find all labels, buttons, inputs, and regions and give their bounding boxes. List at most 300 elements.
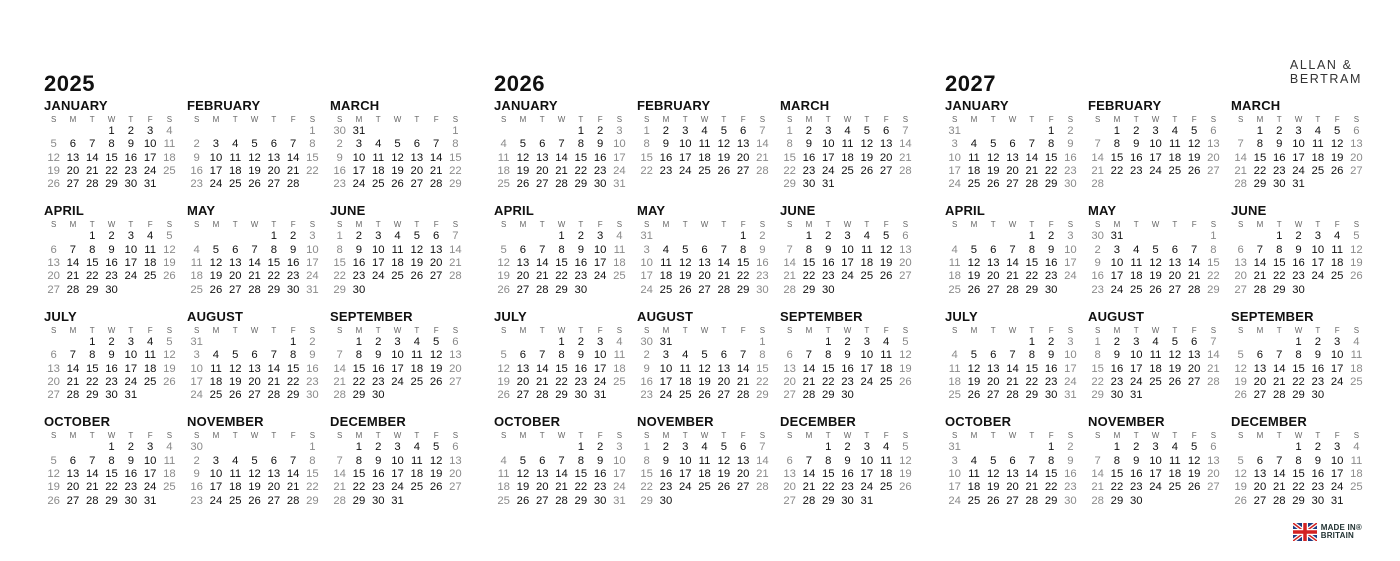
day-cell: 18	[371, 164, 385, 177]
day-cell: 21	[1091, 481, 1104, 494]
day-cell: 24	[841, 270, 854, 283]
day-cell: 24	[391, 375, 404, 388]
day-cell: 4	[500, 138, 507, 151]
week-row	[1088, 244, 1231, 257]
month-name: SEPTEMBER	[780, 308, 863, 324]
day-cell: 27	[736, 481, 750, 494]
day-cell	[388, 284, 407, 297]
day-cell: 21	[1006, 270, 1019, 283]
day-cell: 30	[640, 335, 653, 348]
weekday-label: F	[1334, 220, 1340, 230]
day-cell: 21	[85, 481, 99, 494]
day-cell: 8	[1210, 243, 1217, 256]
day-cell: 18	[1149, 362, 1162, 375]
weekday-header	[945, 430, 1088, 441]
day-cell	[245, 441, 264, 454]
week-row	[330, 165, 473, 178]
weekday-label: T	[825, 115, 831, 124]
day-cell	[1003, 441, 1022, 454]
week-row	[1231, 230, 1374, 243]
day-cell: 9	[643, 362, 650, 375]
day-cell: 16	[640, 375, 653, 388]
week-row	[1231, 138, 1374, 151]
day-cell: 23	[802, 164, 816, 177]
day-cell: 13	[1006, 151, 1019, 164]
day-cell: 15	[306, 468, 319, 481]
day-cell: 16	[1129, 468, 1143, 481]
day-cell: 24	[352, 178, 366, 191]
day-cell: 4	[1171, 125, 1178, 137]
day-cell: 25	[613, 270, 626, 283]
weekday-label: S	[336, 115, 343, 124]
day-cell: 18	[1311, 151, 1325, 164]
month-august	[637, 309, 780, 402]
day-cell: 9	[193, 151, 200, 164]
day-cell: 21	[555, 164, 568, 177]
weekday-label: W	[557, 431, 566, 441]
weekday-header	[780, 114, 923, 125]
day-cell: 13	[516, 362, 530, 375]
day-cell: 16	[1110, 362, 1124, 375]
day-cell: 18	[391, 257, 404, 270]
day-cell: 7	[1009, 243, 1016, 256]
week-row	[330, 481, 473, 494]
day-cell: 29	[821, 494, 835, 507]
day-cell: 15	[555, 362, 568, 375]
day-cell: 5	[863, 125, 870, 137]
day-cell: 25	[678, 389, 692, 402]
day-cell: 23	[1129, 481, 1143, 494]
weekday-header	[1231, 325, 1374, 336]
weekday-label: F	[1048, 115, 1054, 124]
day-cell: 17	[613, 151, 626, 164]
day-cell: 7	[69, 243, 77, 256]
day-cell	[206, 125, 225, 138]
weekday-header	[945, 114, 1088, 125]
day-cell: 17	[391, 468, 404, 481]
weekday-label: W	[1151, 325, 1160, 335]
month-name: JULY	[945, 308, 978, 324]
day-cell: 3	[127, 230, 134, 243]
month-april	[44, 203, 187, 296]
day-cell: 31	[306, 283, 319, 296]
day-cell: 29	[1253, 178, 1267, 191]
day-cell: 24	[1064, 375, 1077, 388]
day-cell	[226, 125, 245, 138]
day-cell: 28	[1006, 283, 1019, 296]
day-cell: 23	[333, 178, 346, 191]
weekday-label: T	[721, 431, 727, 441]
day-cell	[1347, 495, 1366, 508]
day-cell: 14	[449, 243, 462, 256]
day-cell: 12	[163, 349, 176, 362]
day-cell: 6	[50, 349, 57, 362]
day-cell: 24	[1110, 283, 1124, 296]
day-cell: 8	[336, 243, 343, 256]
week-row	[637, 270, 780, 283]
day-cell: 30	[593, 178, 607, 191]
day-cell: 7	[289, 138, 297, 151]
weekday-label: M	[519, 115, 527, 124]
day-cell: 23	[1292, 270, 1305, 283]
day-cell: 5	[232, 349, 239, 362]
day-cell: 14	[899, 138, 912, 151]
day-cell: 30	[1272, 178, 1286, 191]
day-cell: 2	[355, 230, 363, 243]
week-row	[1231, 178, 1374, 191]
day-cell: 1	[577, 441, 584, 454]
day-cell: 18	[497, 481, 510, 494]
day-cell: 7	[251, 243, 258, 256]
day-cell: 8	[739, 243, 747, 256]
weekday-label: S	[759, 325, 766, 335]
day-cell: 11	[948, 362, 961, 375]
day-cell: 9	[596, 454, 604, 467]
weekday-label: S	[50, 325, 57, 335]
day-cell: 4	[232, 454, 239, 467]
day-cell: 14	[736, 362, 750, 375]
week-row	[187, 349, 330, 362]
day-cell: 12	[497, 257, 510, 270]
day-cell: 7	[720, 243, 727, 256]
day-cell: 24	[1330, 481, 1344, 494]
brand-line-2: BERTRAM	[1289, 72, 1362, 86]
day-cell: 14	[333, 362, 346, 375]
weekday-label: F	[597, 325, 603, 335]
day-cell: 15	[1044, 468, 1058, 481]
day-cell	[753, 495, 772, 508]
week-row	[494, 441, 637, 454]
day-cell: 8	[1113, 138, 1121, 151]
day-cell: 30	[371, 389, 385, 402]
week-row	[494, 270, 637, 283]
weekday-header	[637, 114, 780, 125]
week-row	[945, 349, 1088, 362]
week-row	[330, 389, 473, 402]
day-cell: 1	[577, 125, 584, 137]
day-cell: 24	[1330, 375, 1344, 388]
weekday-label: T	[539, 220, 545, 230]
day-cell: 7	[558, 138, 565, 151]
week-row	[494, 125, 637, 138]
day-cell: 21	[756, 151, 769, 164]
day-cell: 29	[267, 283, 281, 296]
day-cell: 2	[759, 230, 766, 243]
day-cell: 30	[593, 494, 607, 507]
day-cell: 2	[193, 138, 200, 151]
day-cell: 15	[783, 151, 796, 164]
day-cell	[695, 230, 714, 243]
weekday-label: M	[1113, 325, 1121, 335]
day-cell: 2	[1113, 335, 1121, 348]
day-cell: 23	[1044, 375, 1058, 388]
month-name: NOVEMBER	[187, 414, 264, 430]
day-cell: 5	[50, 454, 57, 467]
day-cell: 20	[1253, 481, 1267, 494]
day-cell: 26	[899, 481, 912, 494]
day-cell: 26	[678, 283, 692, 296]
weekday-label: S	[193, 115, 200, 124]
week-row	[187, 495, 330, 508]
day-cell: 27	[698, 283, 711, 296]
week-row	[1231, 376, 1374, 389]
day-cell: 9	[844, 454, 851, 467]
day-cell: 20	[1350, 151, 1363, 164]
weekday-label: S	[500, 115, 507, 124]
day-cell: 28	[717, 283, 731, 296]
day-cell: 8	[805, 243, 813, 256]
day-cell	[1165, 178, 1184, 191]
day-cell: 26	[1168, 375, 1182, 388]
day-cell: 1	[558, 230, 565, 243]
month-name: JUNE	[780, 203, 816, 219]
day-cell: 16	[593, 151, 607, 164]
day-cell	[1204, 178, 1223, 191]
day-cell: 31	[821, 178, 835, 191]
day-cell: 19	[410, 257, 424, 270]
day-cell: 1	[355, 335, 363, 348]
weekday-header	[1088, 430, 1231, 441]
day-cell: 27	[1207, 481, 1220, 494]
day-cell: 31	[190, 335, 203, 348]
day-cell: 6	[990, 349, 997, 362]
week-row	[44, 363, 187, 376]
day-cell: 15	[1091, 362, 1104, 375]
day-cell: 20	[516, 270, 530, 283]
day-cell: 15	[1207, 257, 1220, 270]
day-cell: 9	[1314, 349, 1321, 362]
month-april	[945, 203, 1088, 296]
day-cell: 7	[759, 125, 766, 137]
day-cell: 27	[66, 178, 80, 191]
badge-line-2: BRITAIN	[1320, 531, 1354, 540]
day-cell: 11	[497, 468, 510, 481]
week-row	[494, 284, 637, 297]
month-may	[637, 203, 780, 296]
day-cell: 12	[1234, 468, 1247, 481]
day-cell: 11	[698, 138, 711, 151]
day-cell: 4	[413, 441, 420, 454]
day-cell: 13	[1350, 138, 1363, 151]
day-cell: 15	[756, 362, 769, 375]
weekday-label: M	[805, 115, 813, 124]
day-cell: 1	[108, 441, 115, 454]
weekday-header	[494, 430, 637, 441]
day-cell: 22	[306, 164, 319, 177]
weekday-header	[187, 325, 330, 336]
day-cell: 18	[613, 362, 626, 375]
day-cell: 16	[371, 362, 385, 375]
day-cell: 21	[555, 481, 568, 494]
day-cell: 6	[432, 230, 440, 243]
weekday-label: M	[662, 325, 670, 335]
weekday-label: S	[1094, 220, 1101, 230]
weekday-label: F	[883, 325, 889, 335]
day-cell: 21	[783, 270, 796, 283]
day-cell: 5	[432, 441, 440, 454]
day-cell: 19	[1149, 270, 1162, 283]
day-cell: 6	[69, 454, 77, 467]
month-name: JUNE	[330, 203, 366, 219]
day-cell: 19	[717, 151, 731, 164]
day-cell: 20	[1207, 468, 1220, 481]
year-title: 2027	[945, 71, 996, 96]
day-cell: 27	[1006, 494, 1019, 507]
day-cell: 24	[593, 270, 607, 283]
month-name: AUGUST	[637, 308, 694, 324]
day-cell: 28	[66, 389, 80, 402]
week-row	[945, 152, 1088, 165]
day-cell: 30	[574, 389, 588, 402]
day-cell: 19	[497, 270, 510, 283]
week-row	[330, 138, 473, 151]
day-cell: 5	[1237, 349, 1244, 362]
day-cell: 9	[1276, 138, 1283, 151]
weekday-label: S	[1067, 220, 1074, 230]
day-cell: 16	[1064, 468, 1077, 481]
day-cell: 22	[1025, 375, 1039, 388]
day-cell: 9	[309, 349, 316, 362]
day-cell: 12	[986, 151, 1000, 164]
day-cell: 27	[516, 389, 530, 402]
week-row	[945, 257, 1088, 270]
day-cell: 5	[882, 230, 890, 243]
day-cell: 2	[375, 335, 382, 348]
day-cell: 3	[682, 441, 689, 454]
day-cell	[590, 284, 609, 297]
month-august	[187, 309, 330, 402]
day-cell: 8	[355, 454, 363, 467]
day-cell: 4	[882, 335, 890, 348]
weekday-label: T	[128, 325, 134, 335]
day-cell	[264, 441, 283, 454]
day-cell: 14	[555, 151, 568, 164]
day-cell: 13	[1187, 349, 1201, 362]
weekday-header	[1088, 219, 1231, 230]
day-cell: 15	[1292, 468, 1305, 481]
day-cell: 22	[1091, 375, 1104, 388]
day-cell: 21	[85, 164, 99, 177]
day-cell: 17	[124, 362, 138, 375]
day-cell: 3	[825, 125, 832, 137]
week-row	[637, 138, 780, 151]
day-cell: 13	[66, 151, 80, 164]
weekday-label: S	[452, 115, 459, 124]
day-cell: 30	[190, 441, 203, 454]
day-cell: 3	[127, 335, 134, 348]
day-cell: 17	[678, 151, 692, 164]
day-cell: 25	[143, 375, 157, 388]
day-cell: 28	[333, 389, 346, 402]
day-cell: 11	[1130, 257, 1143, 270]
day-cell: 26	[1187, 481, 1201, 494]
day-cell: 14	[802, 468, 816, 481]
day-cell	[876, 389, 895, 402]
day-cell: 30	[371, 494, 385, 507]
month-name: JUNE	[1231, 203, 1267, 219]
day-cell: 3	[355, 138, 363, 151]
day-cell: 15	[449, 151, 462, 164]
week-row	[1088, 125, 1231, 138]
day-cell: 27	[410, 178, 424, 191]
day-cell	[206, 336, 225, 349]
day-cell: 12	[163, 243, 176, 256]
weekday-label: W	[250, 220, 259, 230]
week-row	[44, 230, 187, 243]
day-cell: 15	[306, 151, 319, 164]
brand-line-1: ALLAN &	[1289, 58, 1353, 72]
day-cell: 2	[108, 335, 115, 348]
day-cell	[1022, 441, 1041, 454]
day-cell: 3	[193, 349, 200, 362]
day-cell: 28	[1187, 283, 1201, 296]
weekday-label: S	[452, 220, 459, 230]
weekday-label: M	[1113, 431, 1121, 441]
day-cell: 2	[1295, 230, 1302, 243]
day-cell: 19	[717, 468, 731, 481]
day-cell: 9	[193, 468, 200, 481]
day-cell: 2	[1047, 335, 1055, 348]
week-row	[330, 178, 473, 191]
day-cell	[513, 441, 532, 454]
day-cell: 24	[678, 164, 692, 177]
month-name: SEPTEMBER	[330, 308, 413, 324]
day-cell: 8	[643, 454, 650, 467]
day-cell: 4	[951, 243, 958, 256]
day-cell: 8	[452, 138, 459, 151]
day-cell	[857, 389, 876, 402]
day-cell: 8	[1295, 349, 1302, 362]
day-cell: 25	[371, 178, 385, 191]
day-cell: 12	[391, 151, 404, 164]
week-row	[637, 230, 780, 243]
day-cell: 15	[736, 257, 750, 270]
day-cell	[733, 336, 752, 349]
day-cell: 29	[1110, 494, 1124, 507]
day-cell: 5	[720, 125, 727, 137]
day-cell: 30	[659, 494, 673, 507]
weekday-label: S	[786, 325, 793, 335]
weekday-label: F	[883, 431, 889, 441]
day-cell	[984, 230, 1003, 243]
day-cell: 12	[967, 362, 981, 375]
day-cell	[876, 284, 895, 297]
day-cell: 4	[616, 230, 623, 243]
day-cell: 5	[970, 349, 978, 362]
week-row	[1231, 349, 1374, 362]
day-cell: 30	[1311, 494, 1325, 507]
day-cell: 8	[309, 454, 316, 467]
day-cell: 20	[248, 375, 261, 388]
day-cell: 19	[391, 164, 404, 177]
day-cell: 16	[105, 362, 118, 375]
day-cell: 23	[574, 270, 588, 283]
day-cell: 22	[821, 375, 835, 388]
day-cell: 29	[286, 389, 300, 402]
week-row	[330, 230, 473, 243]
week-row	[780, 481, 923, 494]
day-cell: 11	[968, 468, 980, 481]
day-cell: 7	[432, 138, 440, 151]
weekday-label: F	[290, 115, 296, 124]
month-name: MARCH	[780, 98, 830, 113]
day-cell: 22	[555, 270, 568, 283]
week-row	[44, 441, 187, 454]
day-cell: 8	[108, 138, 115, 151]
day-cell: 6	[519, 243, 527, 256]
month-march	[330, 98, 473, 191]
day-cell: 13	[429, 243, 443, 256]
